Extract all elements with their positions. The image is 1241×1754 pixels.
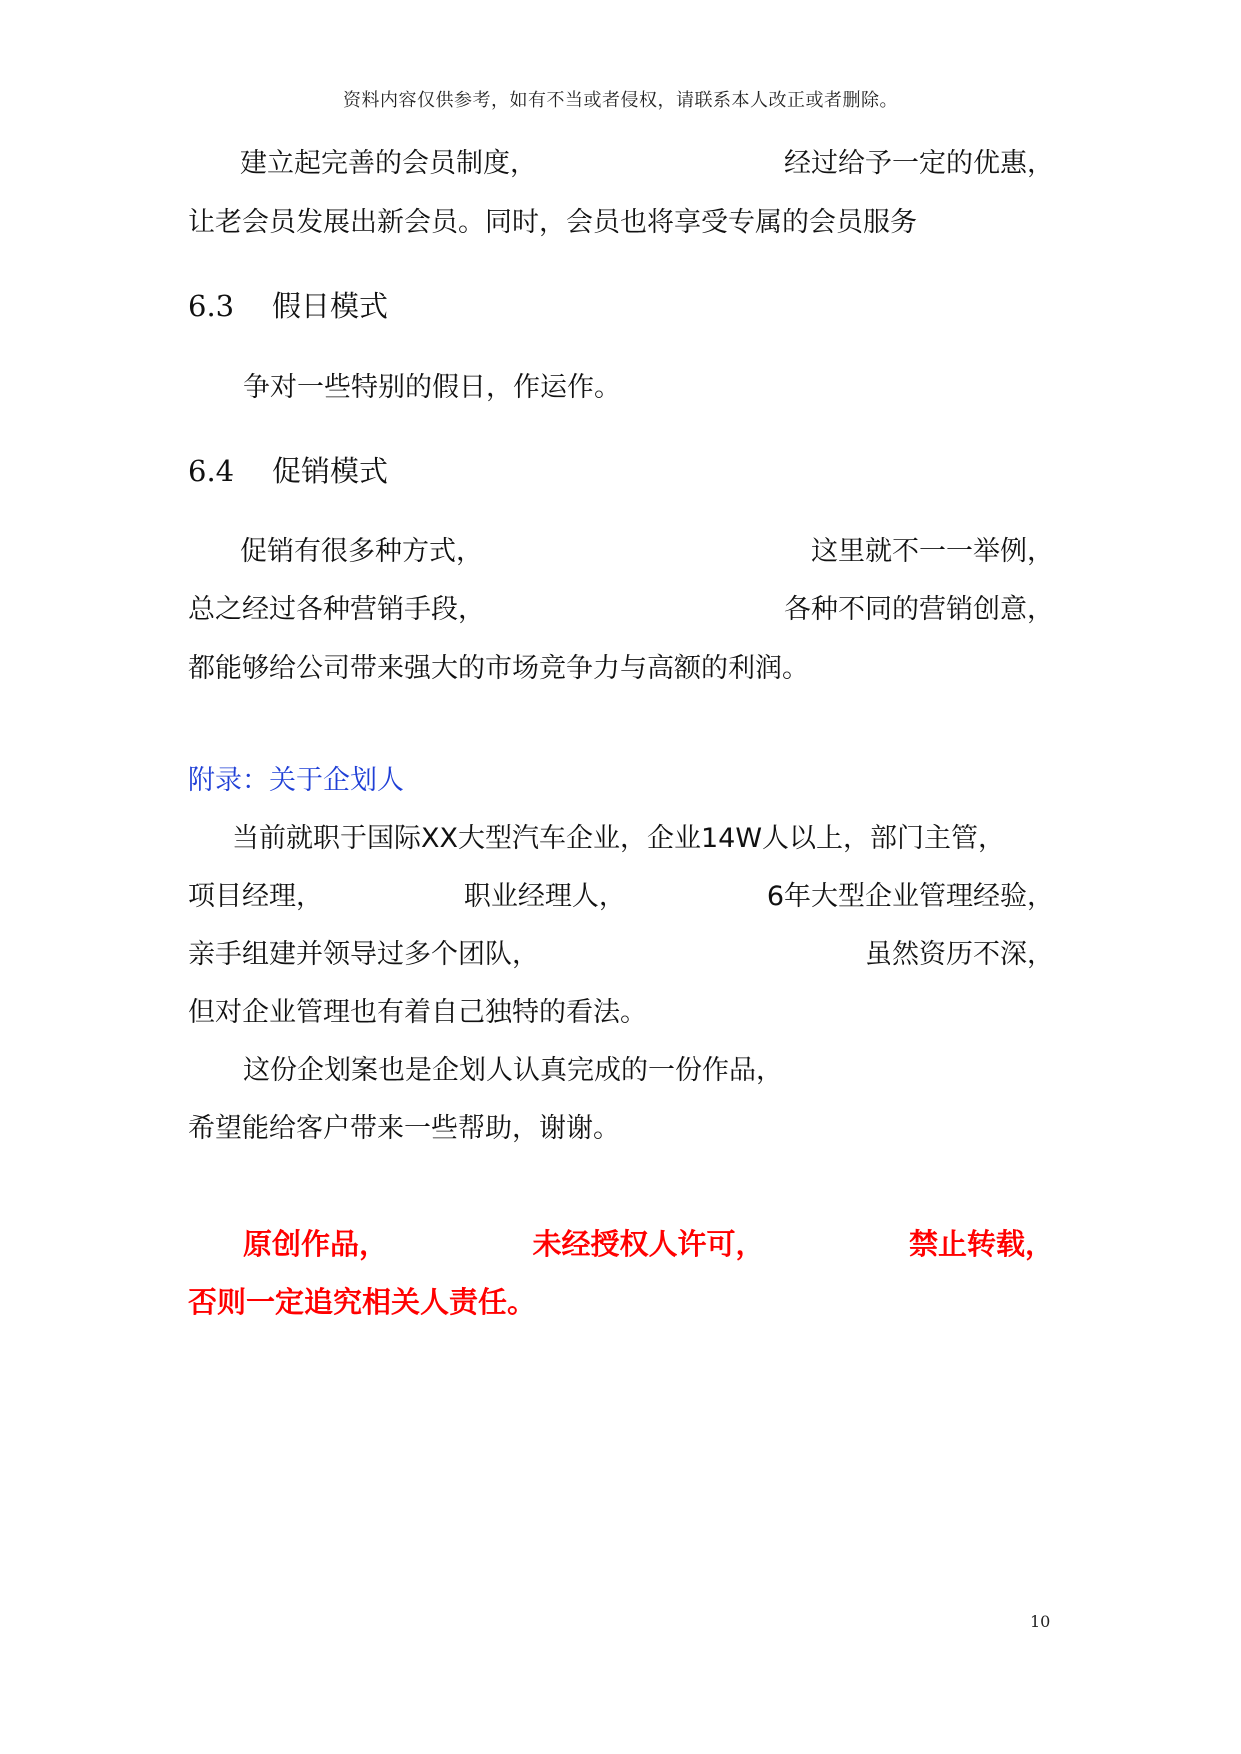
appendix-line-3 (188, 941, 1054, 968)
copyright-notice-line-2: 否则一定追究相关人责任。 (188, 1285, 537, 1319)
section-title: 促销模式 (272, 454, 389, 488)
membership-text-b: 经过给予一定的优惠， (784, 148, 1054, 179)
promotion-text-b: 各种不同的营销创意， (784, 594, 1054, 625)
promotion-text-a: 总之经过各种营销手段， (188, 594, 485, 625)
page-number: 10 (1030, 1612, 1051, 1631)
appendix-line-5: 这份企划案也是企划人认真完成的一份作品， (243, 1055, 783, 1086)
promotion-text-a: 促销有很多种方式， (240, 536, 483, 567)
appendix-text-b: 虽然资历不深， (865, 939, 1054, 970)
appendix-text-a: 亲手组建并领导过多个团队， (188, 939, 539, 970)
promotion-line-2 (188, 596, 1054, 623)
promotion-line-1 (240, 538, 1054, 565)
section-title: 假日模式 (272, 289, 389, 323)
holiday-paragraph: 争对一些特别的假日，作运作。 (243, 372, 621, 403)
appendix-text-a: 项目经理， (188, 881, 323, 912)
membership-line-2: 让老会员发展出新会员。同时，会员也将享受专属的会员服务 (188, 207, 917, 238)
appendix-line-4: 但对企业管理也有着自己独特的看法。 (188, 997, 647, 1028)
promotion-text-b: 这里就不一一举例， (811, 536, 1054, 567)
section-heading-6-4 (188, 454, 389, 488)
copyright-notice-line-1 (243, 1227, 1054, 1261)
section-number: 6.4 (188, 454, 235, 488)
membership-text-a: 建立起完善的会员制度， (240, 148, 537, 179)
copyright-text-b: 未经授权人许可， (532, 1227, 765, 1261)
appendix-text-c: 6年大型企业管理经验， (766, 881, 1054, 912)
appendix-text-b: 职业经理人， (463, 881, 626, 912)
appendix-title: 附录：关于企划人 (188, 765, 404, 796)
copyright-text-a: 原创作品， (243, 1227, 389, 1261)
header-disclaimer: 资料内容仅供参考，如有不当或者侵权，请联系本人改正或者删除。 (343, 90, 898, 111)
copyright-text-c: 禁止转载， (908, 1227, 1054, 1261)
section-number: 6.3 (188, 289, 235, 323)
appendix-line-6: 希望能给客户带来一些帮助，谢谢。 (188, 1113, 620, 1144)
appendix-line-2 (188, 883, 1054, 910)
appendix-line-1: 当前就职于国际XX大型汽车企业，企业14W人以上，部门主管， (232, 823, 1006, 854)
membership-line-1 (240, 150, 1054, 177)
promotion-line-3: 都能够给公司带来强大的市场竞争力与高额的利润。 (188, 653, 809, 684)
section-heading-6-3 (188, 289, 389, 323)
